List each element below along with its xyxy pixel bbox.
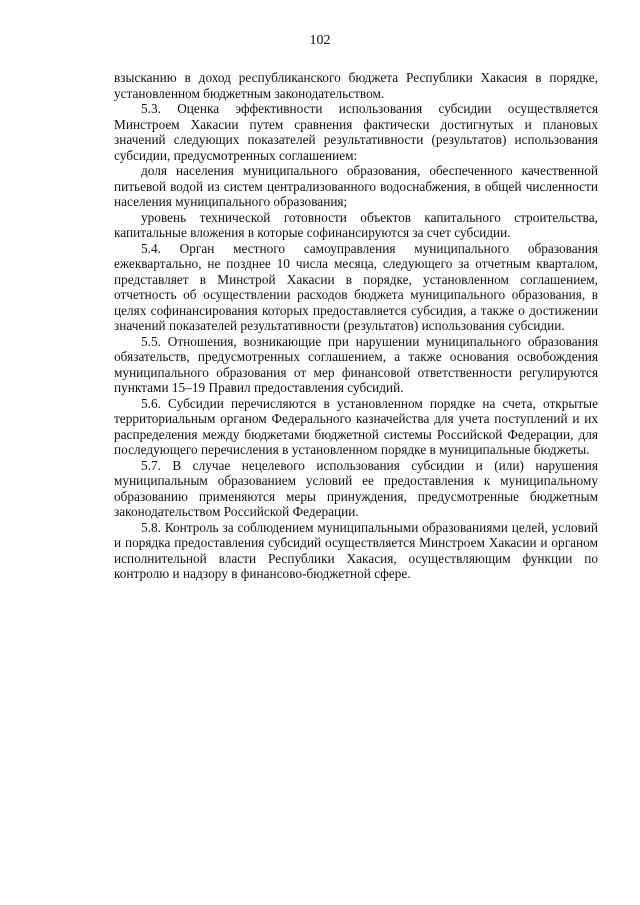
- paragraph-5-5: 5.5. Отношения, возникающие при нарушении муниципального образования обязательств, предусмотренных соглашением, а также основания освобождения муниципального образования от мер финансовой ответственности регулируются пунктами 15–19 Правил предоставления субсидий.: [114, 333, 598, 395]
- page-number: 102: [309, 33, 331, 48]
- paragraph-5-6: 5.6. Субсидии перечисляются в установленном порядке на счета, открытые территориальным органом Федерального казначейства для учета поступлений и их распределения между бюджетами бюджетной системы Российской Федерации, для последующего перечисления в установленном порядке в муниципальные бюджеты.: [114, 395, 598, 457]
- paragraph-indicator-readiness: уровень технической готовности объектов капитального строительства, капитальные вложения в которые софинансируются за счет субсидии.: [114, 209, 598, 240]
- paragraph-5-3: 5.3. Оценка эффективности использования субсидии осуществляется Минстроем Хакасии путем сравнения фактически достигнутых и плановых значений следующих показателей результативности (результатов) использования субсидии, предусмотренных соглашением:: [114, 101, 598, 163]
- paragraph-5-4: 5.4. Орган местного самоуправления муниципального образования ежеквартально, не позднее 10 числа месяца, следующего за отчетным кварталом, представляет в Минстрой Хакасии в порядке, установленном соглашением, отчетность об осуществлении расходов бюджета муниципального образования, в целях софинансирования которых предоставляется субсидия, а также о достижении значений показателей результативности (результатов) использования субсидии.: [114, 240, 598, 333]
- document-body: [114, 70, 598, 582]
- paragraph-continuation: взысканию в доход республиканского бюджета Республики Хакасия в порядке, установленном бюджетным законодательством.: [114, 70, 598, 101]
- paragraph-5-7: 5.7. В случае нецелевого использования субсидии и (или) нарушения муниципальным образованием условий ее предоставления к муниципальному образованию применяются меры принуждения, предусмотренные бюджетным законодательством Российской Федерации.: [114, 457, 598, 519]
- paragraph-indicator-water: доля населения муниципального образования, обеспеченного качественной питьевой водой из систем централизованного водоснабжения, в общей численности населения муниципального образования;: [114, 163, 598, 209]
- paragraph-5-8: 5.8. Контроль за соблюдением муниципальными образованиями целей, условий и порядка предоставления субсидий осуществляется Минстроем Хакасии и органом исполнительной власти Республики Хакасия, осуществляющим функции по контролю и надзору в финансово-бюджетной сфере.: [114, 519, 598, 581]
